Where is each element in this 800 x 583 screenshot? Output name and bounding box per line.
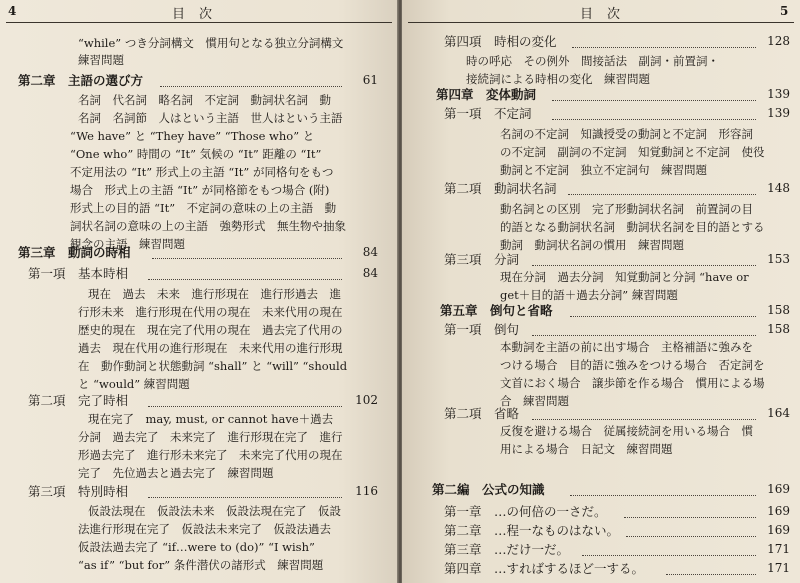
toc-line: 名詞 代名詞 略名詞 不定詞 動詞状名詞 動 [78,93,331,107]
toc-page-number: 102 [355,393,378,407]
toc-line: 的語となる動詞状名詞 動詞状名詞を目的語とする [500,220,765,234]
toc-entry: 第二項 動詞状名詞 [444,181,557,196]
toc-line: 観念の主語 練習問題 [70,237,185,251]
leader-dots [552,100,756,101]
toc-line: 仮設法過去完了 “if…were to (do)” “I wish” [78,540,315,554]
toc-entry: 第二項 完了時相 [28,393,129,408]
running-head: 目次 [580,7,635,22]
leader-dots [160,86,342,87]
toc-line: 完了 先位過去と過去完了 練習問題 [78,466,274,480]
toc-page-number: 158 [767,322,790,336]
toc-line: 法進行形現在完了 仮設法未来完了 仮設法過去 [78,522,331,536]
right-page [402,0,800,583]
toc-line: 文首におく場合 譲歩節を作る場合 慣用による場 [500,376,765,390]
toc-line: 名詞 名詞節 人はという主語 世人はという主語 [78,111,343,125]
toc-line: の不定詞 副詞の不定詞 知覚動詞と不定詞 使役 [500,145,765,159]
toc-line: 現在完了 may, must, or cannot have＋過去 [88,412,334,426]
running-head: 目次 [172,7,227,22]
toc-page-number: 84 [362,266,378,280]
leader-dots [148,497,342,498]
toc-line: 現在 過去 未来 進行形現在 進行形過去 進 [88,287,341,301]
toc-line: 練習問題 [78,53,124,67]
toc-line: 歴史的現在 現在完了代用の現在 過去完了代用の [78,323,343,337]
toc-page-number: 139 [767,106,790,120]
leader-dots [532,335,756,336]
toc-page-number: 84 [362,245,378,259]
toc-line: “We have” と “They have” “Those who” と [70,129,315,143]
toc-line: 在 動作動詞と状態動詞 “shall” と “will” “should [78,359,348,373]
toc-line: 合 練習問題 [500,394,569,408]
header-rule [6,22,392,23]
toc-entry: 第三章 …だけ一だ。 [444,542,570,557]
toc-line: 過去 現在代用の進行形現在 未来代用の進行形現 [78,341,343,355]
leader-dots [552,119,756,120]
toc-line: 詞状名詞の意味の上の主語 強勢形式 無生物や抽象 [70,219,346,233]
toc-page-number: 164 [767,406,790,420]
toc-entry: 第四項 時相の変化 [444,34,557,49]
toc-page-number: 158 [767,303,790,317]
toc-page-number: 171 [767,561,790,575]
header-rule [408,22,794,23]
leader-dots [148,279,342,280]
toc-page-number: 153 [767,252,790,266]
toc-entry: 第四章 変体動詞 [436,87,537,102]
toc-line: 名詞の不定詞 知識授受の動詞と不定詞 形容詞 [500,127,753,141]
page-number: 5 [780,4,789,18]
toc-line: と “would” 練習問題 [78,377,190,391]
leader-dots [148,406,342,407]
leader-dots [532,265,756,266]
toc-line: 本動詞を主語の前に出す場合 主格補語に強みを [500,340,753,354]
toc-line: 行形未来 進行形現在代用の現在 未来代用の現在 [78,305,343,319]
toc-line: 形過去完了 進行形未来完了 未来完了代用の現在 [78,448,343,462]
left-page [0,0,398,583]
toc-page-number: 169 [767,504,790,518]
toc-entry: 第一項 倒句 [444,322,520,337]
leader-dots [570,495,756,496]
toc-line: 動名詞との区別 完了形動詞状名詞 前置詞の目 [500,202,753,216]
leader-dots [624,517,756,518]
toc-page-number: 169 [767,482,790,496]
toc-line: 用による場合 日記文 練習問題 [500,442,673,456]
toc-line: 接続詞による時相の変化 練習問題 [466,72,650,86]
toc-entry: 第二章 …程一なものはない。 [444,523,620,538]
toc-entry: 第三項 特別時相 [28,484,129,499]
leader-dots [152,258,342,259]
toc-line: 反復を避ける場合 従属接続詞を用いる場合 慣 [500,424,753,438]
toc-entry: 第一章 …の何倍の一さだ。 [444,504,607,519]
toc-entry: 第三項 分詞 [444,252,520,267]
leader-dots [582,555,756,556]
toc-line: 形式上の目的語 “It” 不定詞の意味の上の主語 動 [70,201,337,215]
toc-page-number: 116 [355,484,378,498]
leader-dots [572,47,756,48]
toc-line: 場合 形式上の主語 “It” が同格節をもつ場合 (附) [70,183,330,197]
toc-entry: 第二章 主語の選び方 [18,73,144,88]
toc-entry: 第三章 動詞の時相 [18,245,131,260]
toc-line: get＋目的語＋過去分詞” 練習問題 [500,288,678,302]
leader-dots [568,194,756,195]
toc-page-number: 169 [767,523,790,537]
leader-dots [666,574,756,575]
toc-line: 不定用法の “It” 形式上の主語 “It” が同格句をもつ [70,165,334,179]
toc-line: つける場合 目的語に強みをつける場合 否定詞を [500,358,765,372]
toc-entry: 第五章 倒句と省略 [440,303,553,318]
toc-page-number: 148 [767,181,790,195]
toc-line: “as if” “but for” 条件潜伏の諸形式 練習問題 [78,558,324,572]
toc-line: 動詞 動詞状名詞の慣用 練習問題 [500,238,684,252]
toc-page-number: 128 [767,34,790,48]
toc-page-number: 139 [767,87,790,101]
toc-entry: 第二項 省略 [444,406,520,421]
toc-line: 時の呼応 その例外 間接話法 副詞・前置詞・ [466,54,719,68]
toc-entry: 第一項 不定詞 [444,106,532,121]
toc-page-number: 171 [767,542,790,556]
toc-entry: 第一項 基本時相 [28,266,129,281]
leader-dots [570,316,756,317]
toc-line: 動詞と不定詞 独立不定詞句 練習問題 [500,163,707,177]
toc-line: 現在分詞 過去分詞 知覚動詞と分詞 “have or [500,270,749,284]
toc-line: 仮設法現在 仮設法未来 仮設法現在完了 仮設 [88,504,341,518]
toc-line: 分詞 過去完了 未来完了 進行形現在完了 進行 [78,430,343,444]
toc-page-number: 61 [362,73,378,87]
toc-line: “One who” 時間の “It” 気候の “It” 距離の “It” [70,147,322,161]
toc-entry: 第二編 公式の知識 [432,482,545,497]
toc-entry: 第四章 …すればするほど一する。 [444,561,645,576]
toc-line: “while” つき分詞構文 慣用句となる独立分詞構文 [78,36,344,50]
leader-dots [532,419,756,420]
leader-dots [626,536,756,537]
page-number: 4 [8,4,17,18]
